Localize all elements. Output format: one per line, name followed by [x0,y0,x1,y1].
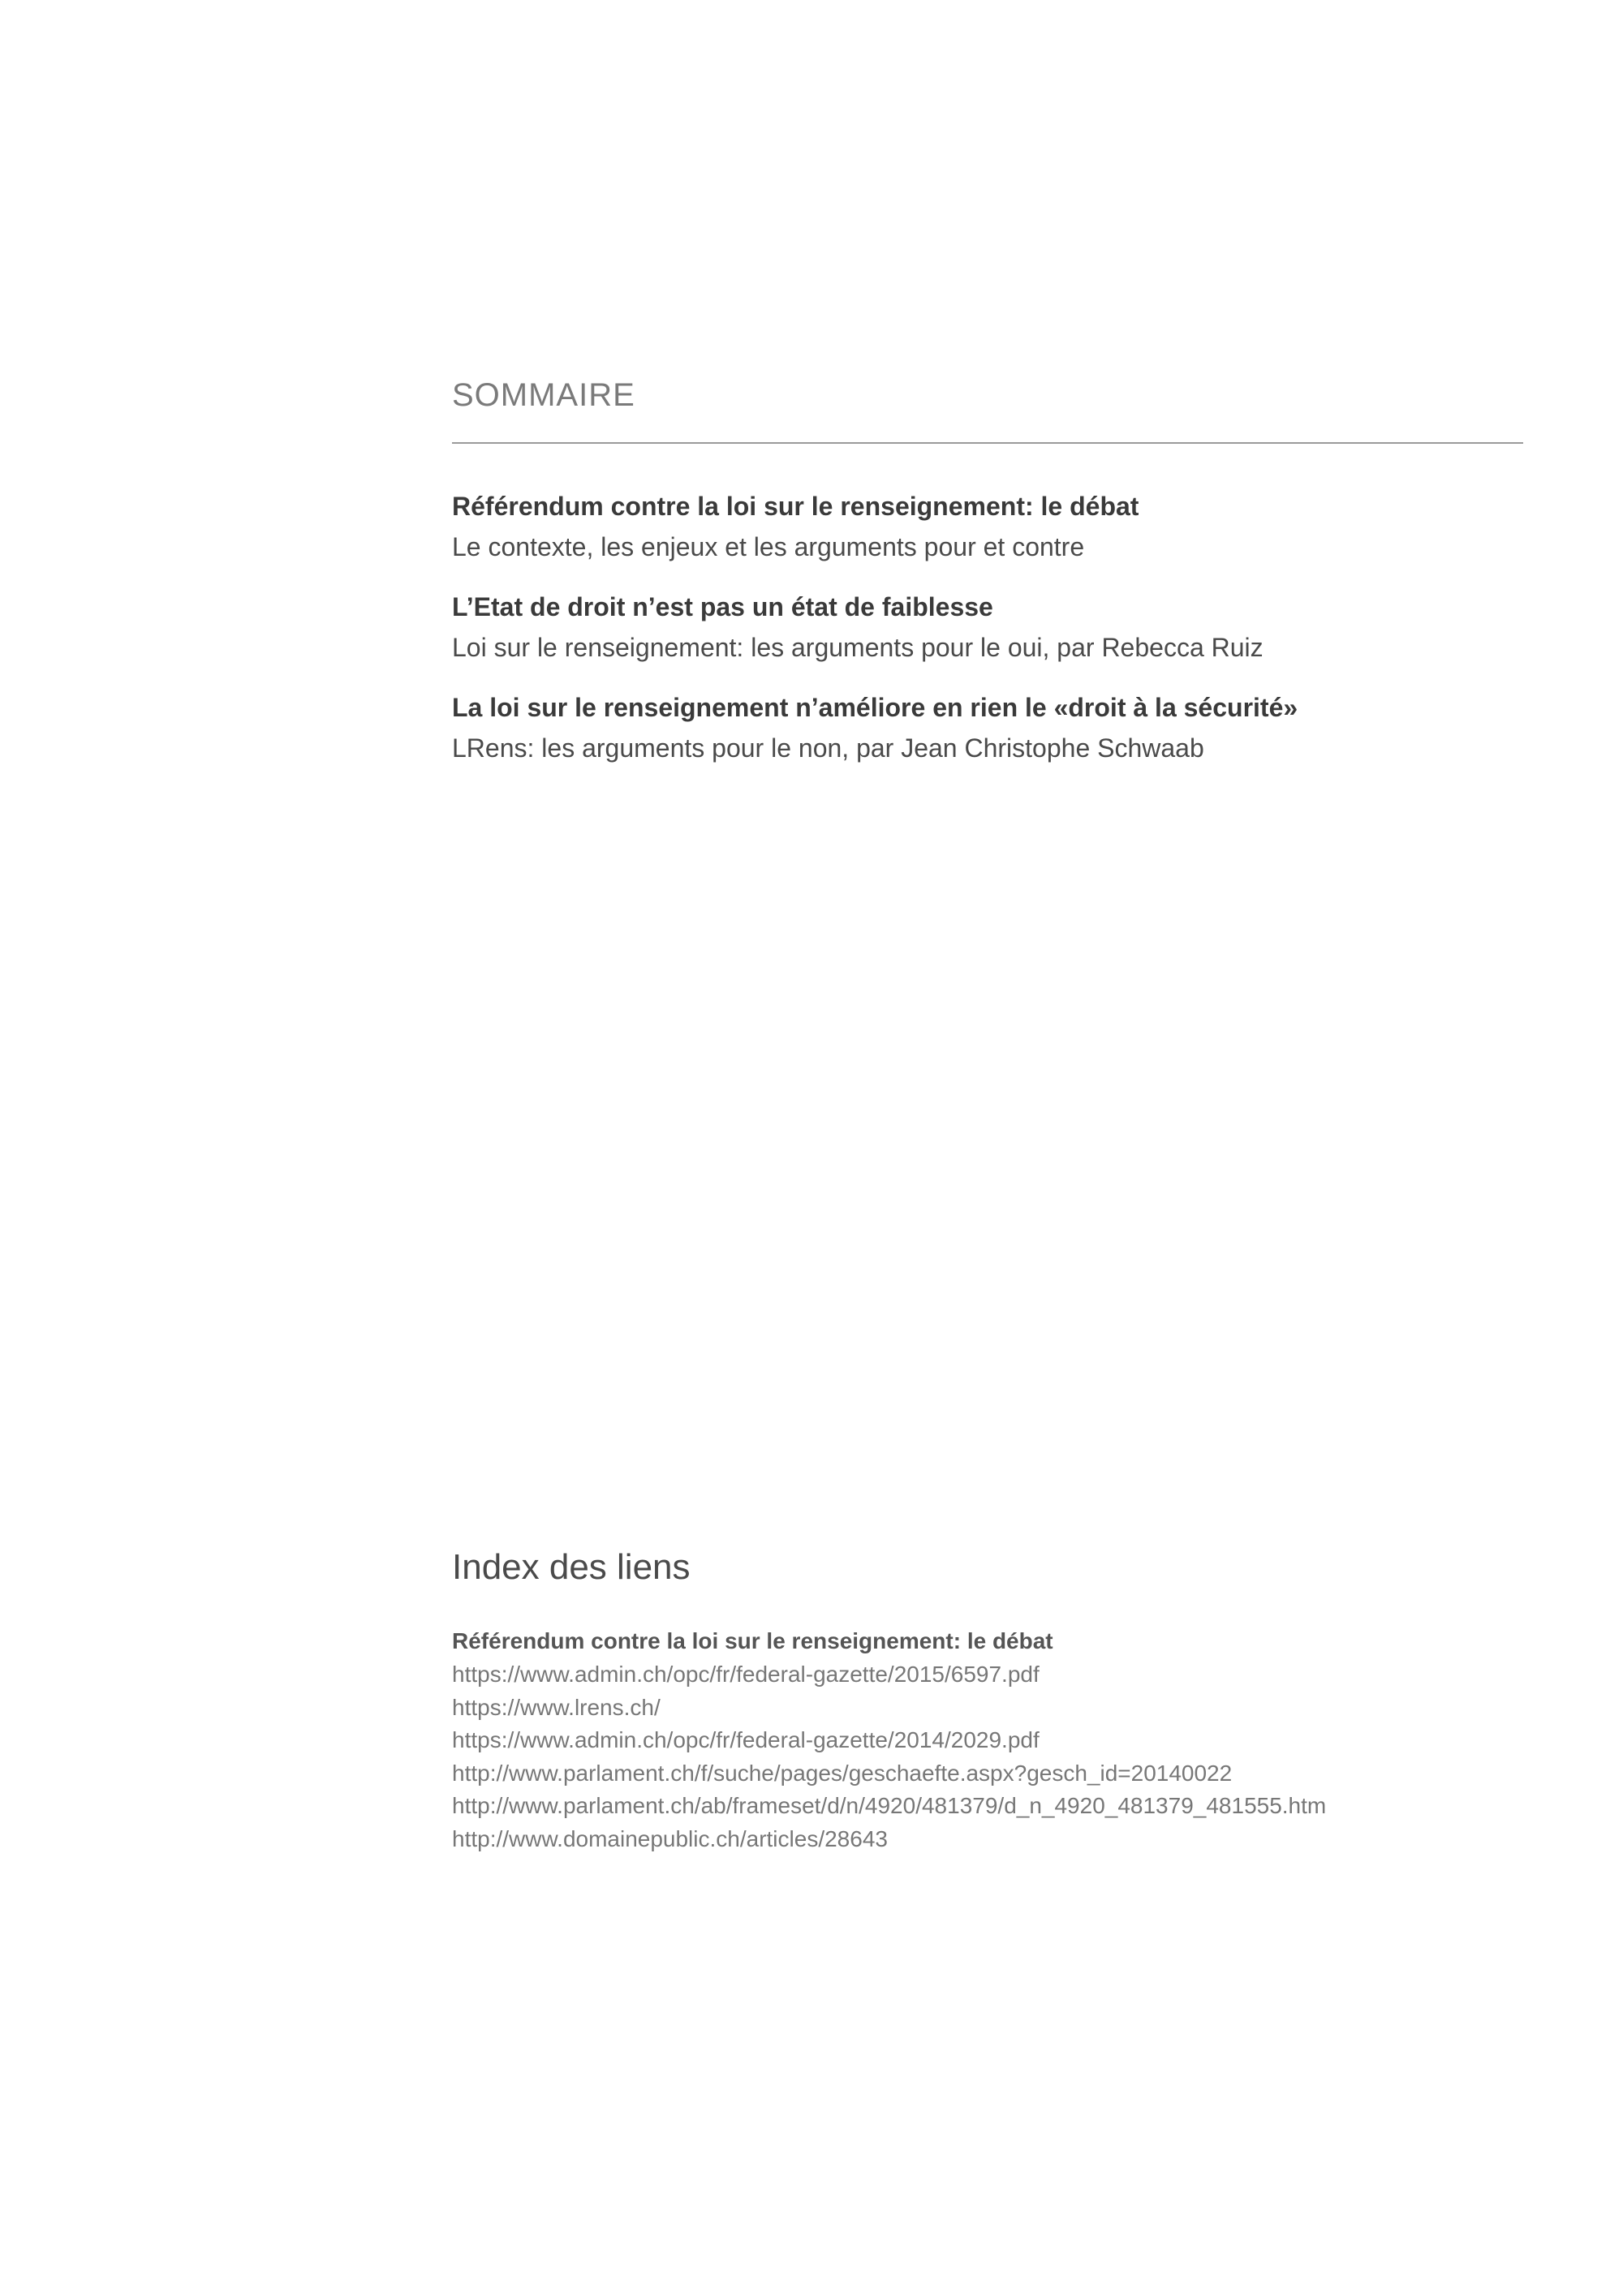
toc-entry-subtitle: LRens: les arguments pour le non, par Jean Christophe Schwaab [452,733,1204,763]
table-of-contents [452,375,1523,788]
link-index [452,1545,1539,1855]
index-link-1[interactable]: https://www.admin.ch/opc/fr/federal-gazette/2015/6597.pdf [452,1662,1040,1687]
toc-entry-subtitle: Le contexte, les enjeux et les arguments pour et contre [452,532,1085,561]
index-link-4[interactable]: http://www.parlament.ch/f/suche/pages/geschaefte.aspx?gesch_id=20140022 [452,1760,1233,1786]
toc-list [452,486,1523,768]
toc-entry-1[interactable] [452,486,1523,567]
index-link-6[interactable]: http://www.domainepublic.ch/articles/28643 [452,1825,888,1851]
link-index-heading: Index des liens [452,1547,691,1587]
toc-entry-title[interactable]: L’Etat de droit n’est pas un état de faiblesse [452,592,993,621]
index-link-3[interactable]: https://www.admin.ch/opc/fr/federal-gazette/2014/2029.pdf [452,1727,1040,1752]
index-link-5[interactable]: http://www.parlament.ch/ab/frameset/d/n/4920/481379/d_n_4920_481379_481555.htm [452,1793,1327,1818]
toc-entry-title[interactable]: Référendum contre la loi sur le renseignement: le débat [452,492,1139,521]
link-index-section [452,1624,1539,1855]
toc-entry-2[interactable] [452,587,1523,668]
link-index-section-title: Référendum contre la loi sur le renseignement: le débat [452,1628,1053,1653]
toc-entry-3[interactable] [452,687,1523,768]
toc-entry-title[interactable]: La loi sur le renseignement n’améliore en rien le «droit à la sécurité» [452,693,1298,722]
toc-entry-subtitle: Loi sur le renseignement: les arguments pour le oui, par Rebecca Ruiz [452,633,1264,662]
index-link-2[interactable]: https://www.lrens.ch/ [452,1694,661,1720]
sommaire-divider [452,442,1523,444]
sommaire-heading: SOMMAIRE [452,377,635,413]
